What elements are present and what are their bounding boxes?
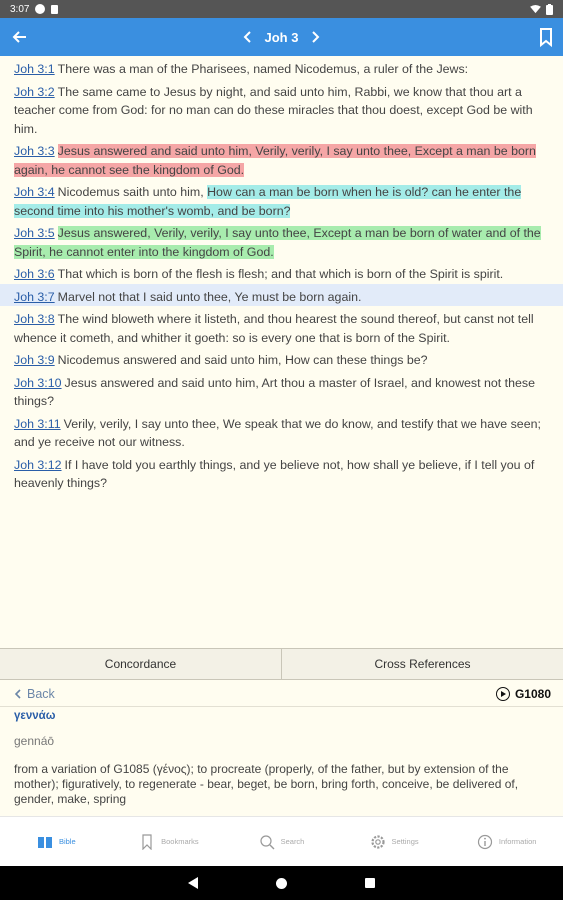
bookmark-icon [139, 834, 155, 850]
chapter-navigator [0, 18, 563, 56]
app-notification-icon [35, 4, 45, 14]
verse-reference-link[interactable]: Joh 3:9 [14, 353, 55, 367]
verse-text: There was a man of the Pharisees, named Nicodemus, a ruler of the Jews: [57, 62, 469, 76]
status-bar [0, 0, 563, 18]
verse[interactable] [0, 56, 563, 79]
bookmark-icon [535, 26, 557, 48]
verse[interactable] [0, 306, 563, 347]
verse[interactable] [0, 347, 563, 370]
verse-reference-link[interactable]: Joh 3:2 [14, 84, 55, 99]
verse[interactable] [0, 411, 563, 452]
play-icon[interactable] [496, 687, 510, 701]
nav-information[interactable] [450, 817, 563, 866]
verse[interactable] [0, 370, 563, 411]
lexicon-body [0, 708, 563, 816]
verse-reference-link[interactable]: Joh 3:12 [14, 457, 62, 472]
chapter-title[interactable]: Joh 3 [264, 29, 299, 45]
info-icon [477, 834, 493, 850]
arrow-left-icon [11, 29, 27, 45]
bottom-navigation [0, 816, 563, 866]
highlighted-verse-text: Jesus answered and said unto him, Verily, verily, I say unto thee, Except a man be born again, he cannot see the kingdom of God. [14, 144, 536, 177]
next-chapter-button[interactable] [306, 27, 324, 48]
battery-icon [546, 4, 553, 15]
chevron-left-icon [14, 689, 22, 699]
nav-bible[interactable] [0, 817, 113, 866]
lexicon-greek-word: γεννάω [14, 710, 56, 722]
verse-reference-link[interactable]: Joh 3:8 [14, 312, 55, 326]
gear-icon [370, 834, 386, 850]
nav-label: Search [280, 837, 305, 846]
strongs-number [496, 687, 551, 701]
verse-text: If I have told you earthly things, and ye believe not, how shall ye believe, if I tell you of heavenly things? [14, 457, 535, 490]
verse-reference-link[interactable]: Joh 3:1 [14, 62, 55, 76]
lexicon-back-button[interactable] [14, 687, 55, 701]
nav-label: Information [498, 837, 537, 846]
previous-chapter-button[interactable] [239, 27, 257, 48]
system-navigation-bar [0, 866, 563, 900]
verse[interactable] [0, 179, 563, 220]
highlighted-verse-text: Jesus answered, Verily, verily, I say unto thee, Except a man be born of water and of the Spirit, he cannot enter into the kingdom of God. [14, 226, 541, 259]
verse[interactable] [0, 284, 563, 307]
verse[interactable] [0, 261, 563, 284]
system-home-icon[interactable] [276, 878, 287, 889]
system-back-icon[interactable] [188, 877, 198, 889]
wifi-icon [530, 5, 541, 14]
strongs-label: G1080 [514, 686, 551, 701]
lexicon-transliteration: gennáō [14, 734, 55, 748]
system-recents-icon[interactable] [365, 878, 375, 888]
verse-text: Verily, verily, I say unto thee, We speak that we do know, and testify that we have seen; and ye receive not our witness. [14, 416, 541, 449]
verse-text: Nicodemus answered and said unto him, How can these things be? [57, 353, 428, 367]
verse[interactable] [0, 452, 563, 493]
chevron-right-icon [310, 31, 320, 43]
verse-reference-link[interactable]: Joh 3:3 [14, 144, 55, 158]
back-button[interactable] [0, 18, 38, 56]
nav-settings[interactable] [338, 817, 451, 866]
verse-text: Marvel not that I said unto thee, Ye must be born again. [57, 289, 362, 304]
app-bar [0, 18, 563, 56]
bookmark-chapter-button[interactable] [535, 26, 557, 48]
book-icon [37, 834, 53, 850]
lexicon-header [0, 681, 563, 707]
verse-reference-link[interactable]: Joh 3:7 [14, 289, 55, 304]
verse-text: The same came to Jesus by night, and said unto him, Rabbi, we know that thou art a teacher come from God: for no man can do these miracles that thou doest, except God be with him. [14, 84, 533, 136]
verse-reference-link[interactable]: Joh 3:10 [14, 375, 62, 390]
nav-label: Bookmarks [161, 837, 199, 846]
verse-text: Jesus answered and said unto him, Art thou a master of Israel, and knowest not these things? [14, 375, 535, 408]
lexicon-definition: from a variation of G1085 (γένος); to procreate (properly, of the father, but by extension of the mother); figuratively, to regenerate - bear, beget, be born, bring forth, conceive, be delivered of, gender, make, spring [14, 762, 519, 806]
tab-concordance[interactable]: Concordance [104, 657, 177, 671]
search-icon [259, 834, 275, 850]
chevron-left-icon [243, 31, 253, 43]
verse-text: That which is born of the flesh is flesh; and that which is born of the Spirit is spirit. [57, 267, 504, 281]
nav-bookmarks[interactable] [113, 817, 226, 866]
nav-search[interactable] [225, 817, 338, 866]
nav-label: Bible [58, 837, 76, 846]
highlighted-verse-text: How can a man be born when he is old? can he enter the second time into his mother's womb, and be born? [14, 185, 522, 218]
verse-list[interactable] [0, 56, 563, 648]
status-time: 3:07 [10, 3, 30, 15]
verse[interactable] [0, 138, 563, 179]
tab-cross-references[interactable]: Cross References [281, 649, 563, 679]
verse[interactable] [0, 220, 563, 261]
verse-reference-link[interactable]: Joh 3:5 [14, 226, 55, 240]
sd-card-icon [51, 5, 58, 14]
verse-text: The wind bloweth where it listeth, and thou hearest the sound thereof, but canst not tell whence it cometh, and whither it goeth: so is every one that is born of the Spirit. [14, 312, 534, 345]
verse-reference-link[interactable]: Joh 3:4 [14, 185, 55, 199]
nav-label: Settings [391, 837, 419, 846]
verse-reference-link[interactable]: Joh 3:11 [14, 416, 61, 431]
verse-reference-link[interactable]: Joh 3:6 [14, 267, 55, 281]
verse[interactable] [0, 79, 563, 139]
reference-tabs [0, 648, 563, 680]
verse-text: Nicodemus saith unto him, [57, 185, 208, 199]
lexicon-back-label: Back [27, 686, 55, 701]
